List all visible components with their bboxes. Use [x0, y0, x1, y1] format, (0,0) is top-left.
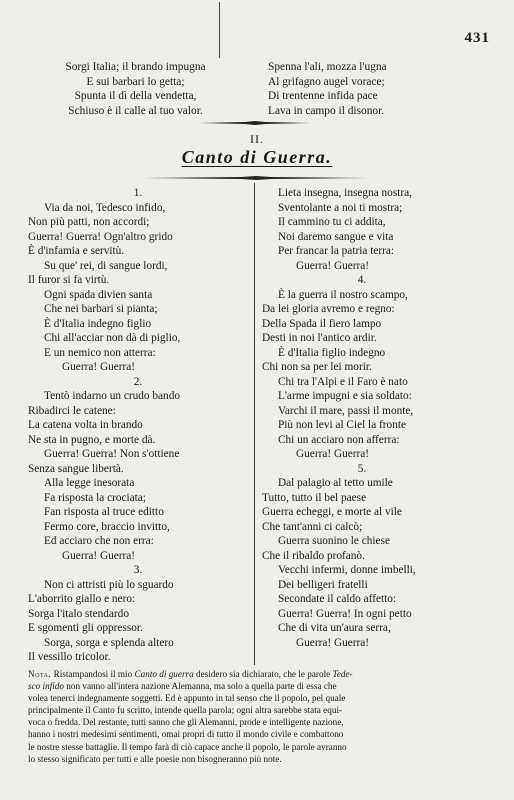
verse-line: È d'infamia e servitù.	[28, 245, 125, 257]
stanza-number: 2.	[133, 375, 143, 388]
verse-line: Guerra! Guerra!	[296, 636, 370, 649]
verse-line: Alla legge inesorata	[44, 477, 135, 489]
verse-line: Da lei gloria avremo e regno:	[262, 303, 395, 315]
verse-line: Tentò indarno un crudo bando	[44, 390, 180, 402]
verse-line: È d'Italia figlio indegno	[278, 346, 386, 359]
verse-line: La catena volta in brando	[28, 419, 143, 431]
verse-line: Sorga l'italo stendardo	[28, 607, 129, 620]
verse-line: Fan risposta al truce editto	[44, 506, 164, 518]
verse-line: Guerra! Guerra! In ogni petto	[278, 607, 412, 620]
footnote-emphasis: Tede-	[332, 669, 353, 679]
verse-line: Dei belligeri fratelli	[278, 578, 368, 591]
page-number: 431	[464, 30, 490, 46]
footnote-line: lo stesso significato per tutti e alle poesie non bisogneranno più note.	[28, 753, 282, 764]
verse-line: Al grifagno augel vorace;	[268, 75, 385, 88]
verse-line: Lieta insegna, insegna nostra,	[278, 187, 412, 199]
footnote-text: Ristampandosi il mio	[53, 669, 133, 679]
verse-line: Varchi il mare, passi il monte,	[278, 404, 414, 417]
verse-line: Chi un acciaro non afferra:	[278, 433, 400, 446]
verse-line: Spenna l'ali, mozza l'ugna	[268, 61, 387, 73]
verse-line: Via da noi, Tedesco infido,	[44, 201, 166, 214]
footnote	[28, 668, 488, 765]
closing-stanza-left	[28, 60, 243, 118]
verse-line: Ogni spada divien santa	[44, 288, 153, 301]
poem-title: Canto di Guerra.	[181, 147, 333, 167]
verse-line: Guerra! Guerra!	[62, 361, 136, 373]
verse-line: Dal palagio al tetto umile	[278, 477, 393, 489]
verse-line: E sui barbari lo getta;	[86, 75, 185, 88]
ornamental-rule-icon	[146, 176, 366, 180]
verse-line: L'aborrito giallo e nero:	[28, 593, 136, 605]
verse-line: Chi tra l'Alpi e il Faro è nato	[278, 375, 408, 388]
verse-line: Che nei barbari si pianta;	[44, 303, 158, 315]
verse-line: Che tant'anni ci calcò;	[262, 520, 363, 533]
verse-line: Spunta il dì della vendetta,	[74, 90, 197, 103]
footnote-text: desidero sia dichiarato, che le parole	[196, 669, 331, 679]
poem-column-left	[28, 186, 248, 665]
verse-line: Desti in noi l'antico ardir.	[262, 332, 377, 344]
verse-line: Della Spada il fiero lampo	[262, 317, 382, 330]
verse-line: E sgomenti gli oppressor.	[28, 622, 143, 634]
verse-line: Il furor si fa virtù.	[28, 274, 110, 286]
verse-line: Tutto, tutto il bel paese	[262, 491, 367, 504]
poem-column-right	[262, 186, 494, 650]
footnote-line	[28, 668, 488, 680]
ornamental-rule-icon	[200, 121, 310, 125]
footnote-line: hanno i nostri medesimi sentimenti, omai propri di tutto il mondo civile e combattono	[28, 729, 344, 740]
column-divider-top	[219, 2, 220, 58]
verse-line: Il vessillo tricolor.	[28, 651, 111, 663]
verse-line: Senza sangue libertà.	[28, 462, 124, 475]
verse-line: Chi non sa per lei morir.	[262, 361, 372, 373]
verse-line: Sorgi Italia; il brando impugna	[65, 61, 206, 73]
verse-line: Che il ribaldo profanò.	[262, 549, 365, 562]
stanza-number: 1.	[133, 187, 143, 199]
verse-line: Vecchi infermi, donne imbelli,	[278, 564, 416, 576]
verse-line: Schiuso è il calle al tuo valor.	[68, 104, 203, 117]
closing-stanza-right	[268, 60, 468, 118]
verse-line: Ne sta in pugno, e morte dà.	[28, 433, 156, 446]
footnote-line: voca o fredda. Del restante, tutti sanno che gli Alemanni, prode e intelligente nazione,	[28, 717, 344, 728]
verse-line: Più non levi al Ciel la fronte	[278, 419, 407, 431]
verse-line: È la guerra il nostro scampo,	[278, 288, 408, 301]
verse-line: Chi all'acciar non dà di piglio,	[44, 332, 181, 344]
verse-line: Guerra suonino le chiese	[278, 535, 390, 547]
verse-line: È d'Italia indegno figlio	[44, 317, 152, 330]
section-numeral: II.	[250, 132, 264, 146]
verse-line: Di trentenne infida pace	[268, 90, 378, 103]
verse-line: L'arme impugni e sia soldato:	[278, 390, 412, 402]
verse-line: Noi daremo sangue e vita	[278, 230, 394, 243]
footnote-line: volea tenerci indegnamente soggetti. Ed è appunto in tal senso che il popolo, pel quale	[28, 693, 346, 704]
verse-line: Guerra! Guerra! Non s'ottiene	[44, 448, 180, 460]
verse-line: Guerra! Guerra!	[296, 448, 370, 460]
verse-line: Lava in campo il disonor.	[268, 104, 385, 117]
verse-line: Non ci attristi più lo sguardo	[44, 578, 174, 591]
verse-line: Sorga, sorga e splenda altero	[44, 636, 174, 649]
verse-line: Guerra! Guerra!	[296, 259, 370, 272]
column-divider	[254, 183, 255, 665]
verse-line: Il cammino tu ci addita,	[278, 216, 386, 228]
closing-stanza	[28, 60, 494, 116]
verse-line: Guerra echeggi, e morte al vile	[262, 506, 402, 518]
footnote-line: principalmente il Canto fu scritto, intende quella parola; ogni altra sarebbe stata equi-	[28, 705, 343, 716]
verse-line: Non più patti, non accordi;	[28, 216, 150, 228]
stanza-number: 5.	[357, 462, 367, 475]
verse-line: Ribadirci le catene:	[28, 404, 116, 417]
verse-line: Ed acciaro che non erra:	[44, 535, 154, 547]
verse-line: Sventolante a noi ti mostra;	[278, 201, 403, 214]
stanza-number: 3.	[133, 564, 143, 576]
verse-line: Secondate il caldo affetto:	[278, 593, 397, 605]
verse-line: Per francar la patria terra:	[278, 245, 395, 257]
verse-line: Che di vita un'aura serra,	[278, 622, 391, 634]
footnote-line: le nostre stesse battaglie. Il tempo farà di ciò capace anche il popolo, le parole avranno	[28, 741, 347, 752]
footnote-line	[28, 680, 488, 692]
verse-line: Su que' rei, di sangue lordi,	[44, 259, 168, 272]
footnote-emphasis: Canto di guerra	[134, 669, 194, 679]
footnote-label: Nota.	[28, 669, 52, 679]
verse-line: Fa risposta la crociata;	[44, 491, 146, 504]
footnote-emphasis: sco infido	[28, 681, 64, 692]
verse-line: Fermo core, braccio invitto,	[44, 520, 170, 533]
stanza-number: 4.	[357, 274, 367, 286]
footnote-text: non vanno all'intera nazione Alemanna, ma solo a quella parte di essa che	[66, 681, 337, 692]
verse-line: Guerra! Guerra! Ogn'altro grido	[28, 230, 173, 243]
verse-line: Guerra! Guerra!	[62, 549, 136, 562]
verse-line: E un nemico non atterra:	[44, 346, 156, 359]
